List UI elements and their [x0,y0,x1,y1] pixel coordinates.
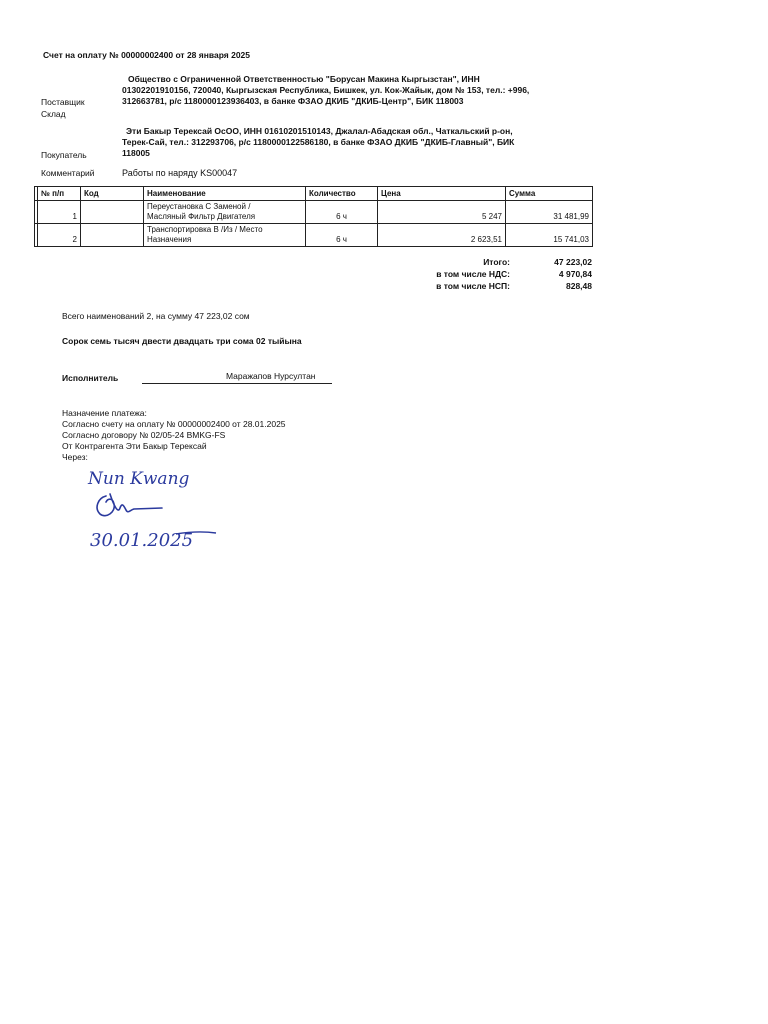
row-num: 1 [38,201,81,224]
comment-text: Работы по наряду KS00047 [122,168,238,178]
amount-in-words: Сорок семь тысяч двести двадцать три сома 02 тыйына [62,336,302,346]
nsp-value: 828,48 [566,281,592,291]
nsp-label: в том числе НСП: [436,281,510,291]
items-count-text: Всего наименований 2, на сумму 47 223,02 сом [62,311,250,321]
payment-line: Согласно счету на оплату № 00000002400 от 28.01.2025 [62,419,286,429]
totals-block [360,256,592,292]
vat-row [360,268,592,280]
total-row [360,256,592,268]
row-code [81,224,144,247]
row-price: 5 247 [378,201,506,224]
payment-line: Назначение платежа: [62,408,147,418]
payment-purpose [62,408,286,463]
row-sum: 15 741,03 [506,224,593,247]
invoice-title: Счет на оплату № 00000002400 от 28 января 2025 [43,50,251,60]
handwritten-note [84,462,234,554]
header-price: Цена [378,187,506,201]
buyer-line: Эти Бакыр Терексай ОсОО, ИНН 01610201510143, Джалал-Абадская обл., Чаткальский р-он, [126,126,513,136]
supplier-line: 312663781, р/с 1180000123936403, в банке ФЗАО ДКИБ "ДКИБ-Центр", БИК 118003 [122,96,464,106]
supplier-line: 01302201910156, 720040, Кыргызская Республика, Бишкек, ул. Кок-Жайык, дом № 153, тел.: +996, [122,85,530,95]
row-name-line: Масляный Фильтр Двигателя [147,212,256,221]
row-name-line: Назначения [147,235,192,244]
supplier-line: Общество с Ограниченной Ответственностью "Борусан Макина Кыргызстан", ИНН [128,74,480,84]
executor-name: Маражапов Нурсултан [226,371,316,381]
buyer-line: 118005 [122,148,150,158]
row-num: 2 [38,224,81,247]
warehouse-label: Склад [41,109,66,119]
row-sum: 31 481,99 [506,201,593,224]
nsp-row [360,280,592,292]
vat-value: 4 970,84 [558,269,592,279]
total-value: 47 223,02 [554,257,592,267]
table-row [35,224,593,247]
row-name [144,224,306,247]
buyer-line: Терек-Сай, тел.: 312293706, р/с 1180000122586180, в банке ФЗАО ДКИБ "ДКИБ-Главный", БИК [122,137,515,147]
executor-label: Исполнитель [62,373,119,383]
row-name [144,201,306,224]
row-qty: 6 ч [306,201,378,224]
supplier-label: Поставщик [41,97,85,107]
header-num: № п/п [38,187,81,201]
header-qty: Количество [306,187,378,201]
row-name-line: Транспортировка В /Из / Место [147,225,263,234]
buyer-details [122,126,572,159]
table-row [35,201,593,224]
total-label: Итого: [483,257,510,267]
row-code [81,201,144,224]
vat-label: в том числе НДС: [436,269,510,279]
header-name: Наименование [144,187,306,201]
handwritten-name: Nun Kwang [88,469,190,489]
buyer-label: Покупатель [41,150,87,160]
items-table [34,186,593,247]
header-code: Код [81,187,144,201]
row-price: 2 623,51 [378,224,506,247]
signature-line [142,383,332,384]
supplier-details [122,74,592,107]
payment-line: Через: [62,452,88,462]
row-qty: 6 ч [306,224,378,247]
handwritten-signature [97,494,162,516]
row-name-line: Переустановка С Заменой / [147,202,251,211]
table-header-row [35,187,593,201]
header-sum: Сумма [506,187,593,201]
comment-label: Комментарий [41,168,95,178]
payment-line: Согласно договору № 02/05-24 BMKG-FS [62,430,226,440]
payment-line: От Контрагента Эти Бакыр Терексай [62,441,207,451]
handwritten-date: 30.01.2025 [90,530,194,551]
